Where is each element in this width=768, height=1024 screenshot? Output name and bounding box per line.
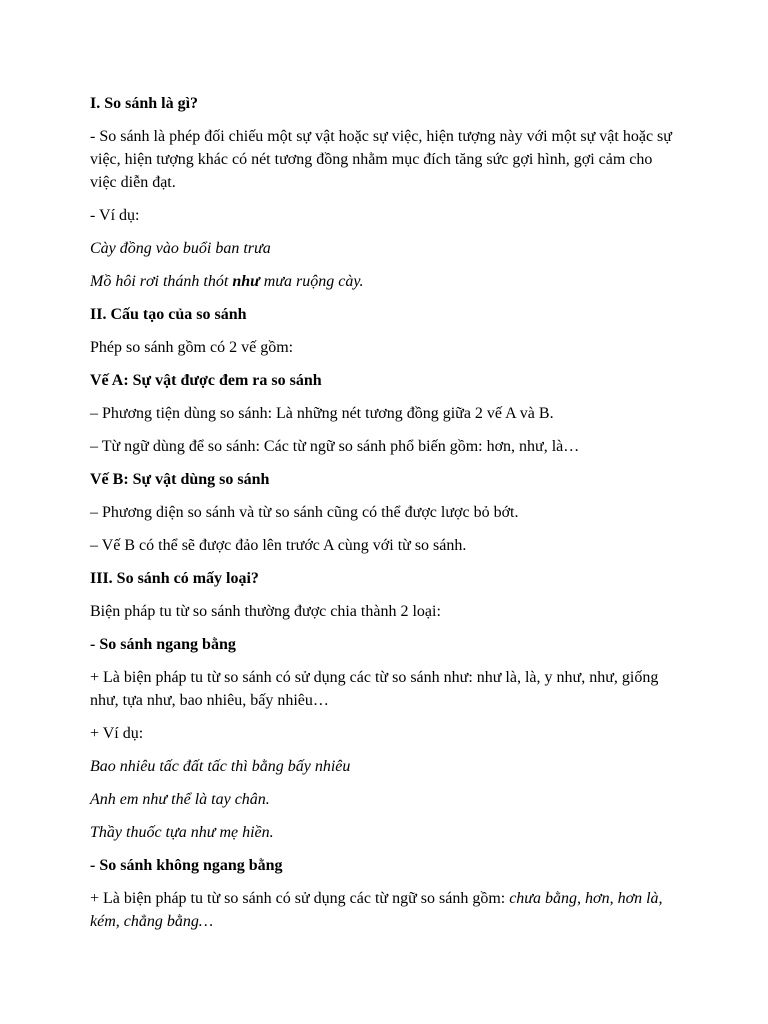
ve-b-item-2: – Vế B có thể sẽ được đảo lên trước A cùng với từ so sánh.: [90, 537, 467, 554]
example-line-2-start: Mồ hôi rơi thánh thót: [90, 273, 233, 290]
type-2-heading: - So sánh không ngang bằng: [90, 857, 283, 874]
type-1-example-3: Thầy thuốc tựa như mẹ hiền.: [90, 824, 274, 841]
ve-a-heading: Vế A: Sự vật được đem ra so sánh: [90, 372, 322, 389]
ve-b-item-1: – Phương diện so sánh và từ so sánh cũng có thể được lược bỏ bớt.: [90, 504, 519, 521]
document-body: [90, 92, 680, 943]
type-1-heading: - So sánh ngang bằng: [90, 636, 236, 653]
type-1-example-label: + Ví dụ:: [90, 725, 144, 742]
comparison-word-emphasis: như: [232, 273, 260, 290]
section-3-intro: Biện pháp tu từ so sánh thường được chia thành 2 loại:: [90, 603, 441, 620]
section-1-definition: - So sánh là phép đối chiếu một sự vật hoặc sự việc, hiện tượng này với một sự vật hoặc sự việc, hiện tượng khác có nét tương đồng nhằm mục đích tăng sức gợi hình, gợi cảm cho việc diễn đạt.: [90, 128, 672, 191]
section-2-heading: II. Cấu tạo của so sánh: [90, 306, 247, 323]
section-1-example-label: - Ví dụ:: [90, 207, 140, 224]
type-2-definition: [90, 887, 680, 933]
section-1-heading: I. So sánh là gì?: [90, 95, 199, 112]
ve-a-item-1: – Phương tiện dùng so sánh: Là những nét tương đồng giữa 2 vế A và B.: [90, 405, 554, 422]
type-1-definition: + Là biện pháp tu từ so sánh có sử dụng các từ so sánh như: như là, là, y như, như, giống như, tựa như, bao nhiêu, bấy nhiêu…: [90, 669, 659, 709]
ve-b-heading: Vế B: Sự vật dùng so sánh: [90, 471, 270, 488]
type-2-definition-text: + Là biện pháp tu từ so sánh có sử dụng các từ ngữ so sánh gồm:: [90, 890, 510, 907]
section-3-heading: III. So sánh có mấy loại?: [90, 570, 259, 587]
example-line-2-end: mưa ruộng cày.: [259, 273, 364, 290]
type-1-example-2: Anh em như thể là tay chân.: [90, 791, 270, 808]
type-2-comparison-words: chưa bằng, hơn, hơn là, kém, chẳng bằng…: [90, 890, 663, 930]
section-1-example-line-2: [90, 270, 680, 293]
ve-a-item-2: – Từ ngữ dùng để so sánh: Các từ ngữ so sánh phổ biến gồm: hơn, như, là…: [90, 438, 580, 455]
section-2-intro: Phép so sánh gồm có 2 vế gồm:: [90, 339, 294, 356]
type-1-example-1: Bao nhiêu tấc đất tấc thì bằng bấy nhiêu: [90, 758, 351, 775]
section-1-example-line-1: Cày đồng vào buổi ban trưa: [90, 240, 271, 257]
